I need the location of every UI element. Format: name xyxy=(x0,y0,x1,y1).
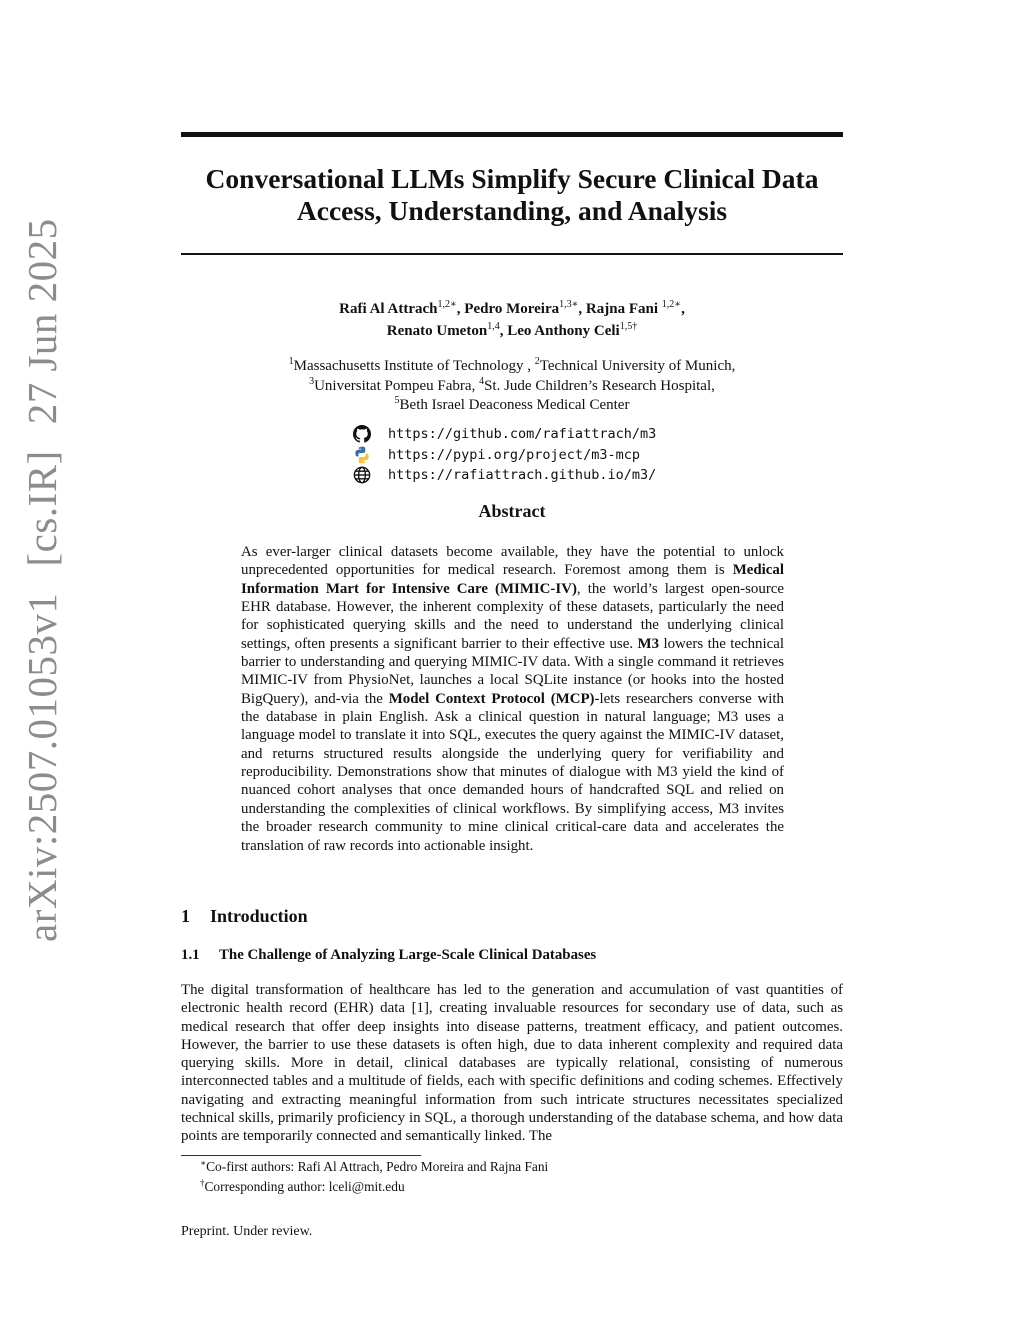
affiliation-num: 5 xyxy=(394,395,400,406)
paper-title xyxy=(181,163,843,227)
section-title: Introduction xyxy=(210,906,308,926)
author-line-2: Renato Umeton$^{1,4}$, Leo Anthony Celi$^{1,5\dagger}$ xyxy=(386,321,638,339)
link-list xyxy=(352,424,656,486)
title-line-1: Conversational LLMs Simplify Secure Clinical Data xyxy=(205,163,819,194)
author-star: ∗ xyxy=(571,299,579,310)
author-marks: 1,4 xyxy=(487,321,500,332)
affiliation-name: Technical University of Munich, xyxy=(539,358,736,374)
abstract-heading: Abstract xyxy=(478,501,546,521)
abstract-text-part: lowers the technical barrier to understanding and querying MIMIC-IV data. With a single command it retrieves MIMIC-IV from PhysioNet, launches a local SQLite instance (or hooks into the hosted BigQuery), and-via the xyxy=(241,635,784,707)
affiliation-num: 4 xyxy=(479,375,485,387)
author-marks: 1,2 xyxy=(661,299,675,310)
abstract-text xyxy=(241,543,784,855)
github-icon xyxy=(352,425,372,443)
affiliation-num: 1 xyxy=(288,356,294,367)
affiliation-name: Massachusetts Institute of Technology , xyxy=(293,358,532,374)
section-heading-introduction xyxy=(181,906,308,927)
title-bottom-rule xyxy=(181,253,843,255)
footnote-cofirst xyxy=(200,1157,548,1177)
affiliation-name: Universitat Pompeu Fabra, xyxy=(314,377,476,394)
footnote-rule xyxy=(181,1155,421,1156)
affiliation-name: St. Jude Children’s Research Hospital, xyxy=(484,377,715,394)
arxiv-id: arXiv:2507.01053v1 xyxy=(19,592,65,942)
affiliation-num: 2 xyxy=(534,356,540,367)
footnotes xyxy=(200,1157,548,1197)
affiliation-line-2 xyxy=(181,377,843,397)
author-dagger: † xyxy=(632,321,638,332)
section-number: 1 xyxy=(181,906,190,926)
author-marks: 1,3 xyxy=(559,299,572,310)
abstract-text-part: As ever-larger clinical datasets become available, they have the potential to unlock unprecedented opportunities for medical research. Foremost among them is xyxy=(241,544,784,579)
website-link[interactable]: https://rafiattrach.github.io/m3/ xyxy=(388,467,657,484)
subsection-heading xyxy=(181,947,596,964)
author-line-1: Rafi Al Attrach$^{1,2∗}$, Pedro Moreira$^{1,3∗}$, Rajna Fani $^{1,2∗}$, xyxy=(339,299,685,317)
footnote-corresponding xyxy=(200,1177,548,1197)
python-icon xyxy=(352,446,372,464)
body-paragraph: The digital transformation of healthcare has led to the generation and accumulation of vast quantities of electronic health record (EHR) data [1], creating invaluable resources for secondary use of data, such as medical research that offer deep insights into disease patterns, treatment efficacy, and patient outcomes. However, the barrier to use these datasets is often high, due to data inherent complexity and required data querying skills. More in detail, clinical databases are typically relational, consisting of numerous interconnected tables and a multitude of fields, each with specific definitions and coding schemes. Effectively navigating and extracting meaningful information from such intricate structures necessitates specialized technical skills, primarily proficiency in SQL, a thorough understanding of the database schema, and how data points are temporarily connected and semantically linked. The xyxy=(181,982,843,1145)
link-row-website[interactable] xyxy=(352,465,656,486)
preprint-note: Preprint. Under review. xyxy=(181,1224,313,1239)
link-row-pypi[interactable] xyxy=(352,445,656,466)
arxiv-category: [cs.IR] xyxy=(19,450,65,567)
footnote-text: Corresponding author: lceli@mit.edu xyxy=(204,1179,405,1194)
title-top-rule xyxy=(181,132,843,137)
subsection-title: The Challenge of Analyzing Large-Scale Clinical Databases xyxy=(219,947,597,963)
affiliation-num: 3 xyxy=(309,375,315,387)
author-marks: 1,2 xyxy=(437,299,450,310)
abstract-text-part: , the world’s largest open-source EHR database. However, the inherent complexity of these datasets, particularly the need for sophisticated querying skills and the need to understand the underlying clinical settings, often presents a significant barrier to their effective use. xyxy=(241,580,784,652)
author-name: Leo Anthony Celi xyxy=(507,323,620,339)
abstract-text-part: -lets researchers converse with the database in plain English. Ask a clinical question in natural language; M3 uses a language model to translate it into SQL, executes the query against the MIMIC-IV dataset, and returns structured results alongside the underlying query for verifiability and reproducibility. Demonstrations show that minutes of dialogue with M3 yield the kind of nuanced cohort analyses that once demanded hours of handcrafted SQL and relied on understanding the complexities of clinical workflows. By simplifying access, M3 invites the broader research community to mine clinical critical-care data and accelerates the translation of raw records into actionable insight. xyxy=(241,690,785,854)
footnote-mark: † xyxy=(200,1178,205,1188)
affiliation-line-3 xyxy=(181,396,843,416)
github-link[interactable]: https://github.com/rafiattrach/m3 xyxy=(388,426,657,443)
author-star: ∗ xyxy=(674,299,682,310)
abstract-bold-term: M3 xyxy=(637,635,660,652)
abstract-bold-term: Model Context Protocol (MCP) xyxy=(388,690,595,707)
footnote-text: Co-first authors: Rafi Al Attrach, Pedro Moreira and Rajna Fani xyxy=(206,1159,549,1174)
author-marks: 1,5 xyxy=(619,321,633,332)
author-list xyxy=(181,298,843,342)
affiliation-line-1 xyxy=(181,357,843,377)
footnote-mark: ∗ xyxy=(200,1158,207,1168)
affiliation-name: Beth Israel Deaconess Medical Center xyxy=(399,397,630,413)
author-name: Pedro Moreira xyxy=(464,301,560,317)
pypi-link[interactable]: https://pypi.org/project/m3-mcp xyxy=(388,446,640,463)
globe-icon xyxy=(352,466,372,484)
author-name: Renato Umeton xyxy=(386,323,488,339)
title-line-2: Access, Understanding, and Analysis xyxy=(296,195,728,226)
author-name: Rafi Al Attrach xyxy=(339,301,438,317)
author-name: Rajna Fani xyxy=(585,301,659,317)
link-row-github[interactable] xyxy=(352,424,656,445)
abstract-bold-term: Medical Information Mart for Intensive Care (MIMIC-IV) xyxy=(241,562,784,597)
arxiv-date: 27 Jun 2025 xyxy=(19,218,65,425)
affiliation-list xyxy=(181,357,843,416)
author-star: ∗ xyxy=(450,299,457,310)
arxiv-stamp xyxy=(2,218,82,942)
subsection-number: 1.1 xyxy=(181,947,200,963)
